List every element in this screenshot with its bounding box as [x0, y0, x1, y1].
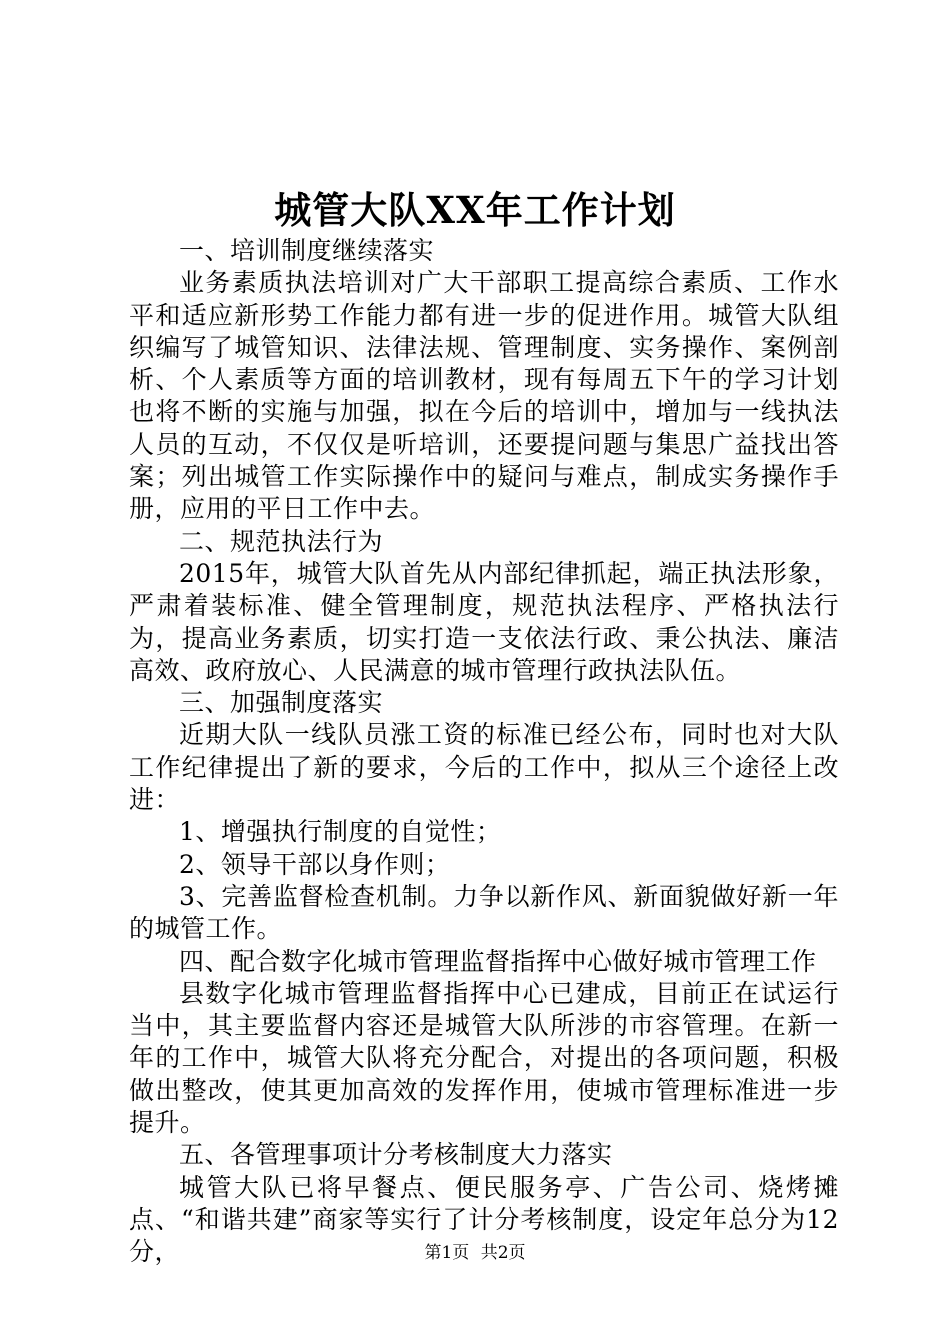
section-heading: 一、培训制度继续落实 — [179, 236, 435, 265]
paragraph: 2015年，城管大队首先从内部纪律抓起，端正执法形象，严肃着装标准、健全管理制度，规范执法程序、严格执法行为，提高业务素质，切实打造一支依法行政、秉公执法、廉洁高效、政府放心、人民满意的城市管理行政执法队伍。 — [129, 558, 839, 685]
paragraph: 近期大队一线队员涨工资的标准已经公布，同时也对大队工作纪律提出了新的要求，今后的工作中，拟从三个途径上改进： — [129, 720, 839, 815]
paragraph: 城管大队已将早餐点、便民服务亭、广告公司、烧烤摊点、“和谐共建”商家等实行了计分考核制度，设定年总分为12分， — [129, 1172, 839, 1267]
section-heading: 五、各管理事项计分考核制度大力落实 — [179, 1140, 613, 1170]
document-title: 城管大队XX年工作计划 — [274, 188, 676, 232]
section-heading: 四、配合数字化城市管理监督指挥中心做好城市管理工作 — [179, 946, 817, 976]
page-total: 共2页 — [480, 1243, 526, 1263]
list-item: 2、领导干部以身作则； — [179, 849, 451, 879]
list-item: 3、完善监督检查机制。力争以新作风、新面貌做好新一年的城管工作。 — [129, 881, 839, 944]
page-number: 第1页 — [424, 1243, 470, 1263]
paragraph: 业务素质执法培训对广大干部职工提高综合素质、工作水平和适应新形势工作能力都有进一步的促进作用。城管大队组织编写了城管知识、法律法规、管理制度、实务操作、案例剖析、个人素质等方面的培训教材，现有每周五下午的学习计划也将不断的实施与加强，拟在今后的培训中，增加与一线执法人员的互动，不仅仅是听培训，还要提问题与集思广益找出答案；列出城管工作实际操作中的疑问与难点，制成实务操作手册，应用的平日工作中去。 — [129, 268, 839, 524]
document-body — [129, 235, 839, 1269]
section-heading: 三、加强制度落实 — [179, 688, 384, 718]
page-footer — [0, 1241, 950, 1265]
list-item: 1、增强执行制度的自觉性； — [179, 817, 502, 847]
paragraph: 县数字化城市管理监督指挥中心已建成，目前正在试运行当中，其主要监督内容还是城管大队所涉的市容管理。在新一年的工作中，城管大队将充分配合，对提出的各项问题，积极做出整改，使其更加高效的发挥作用，使城市管理标准进一步提升。 — [129, 978, 839, 1138]
section-heading: 二、规范执法行为 — [179, 526, 384, 556]
